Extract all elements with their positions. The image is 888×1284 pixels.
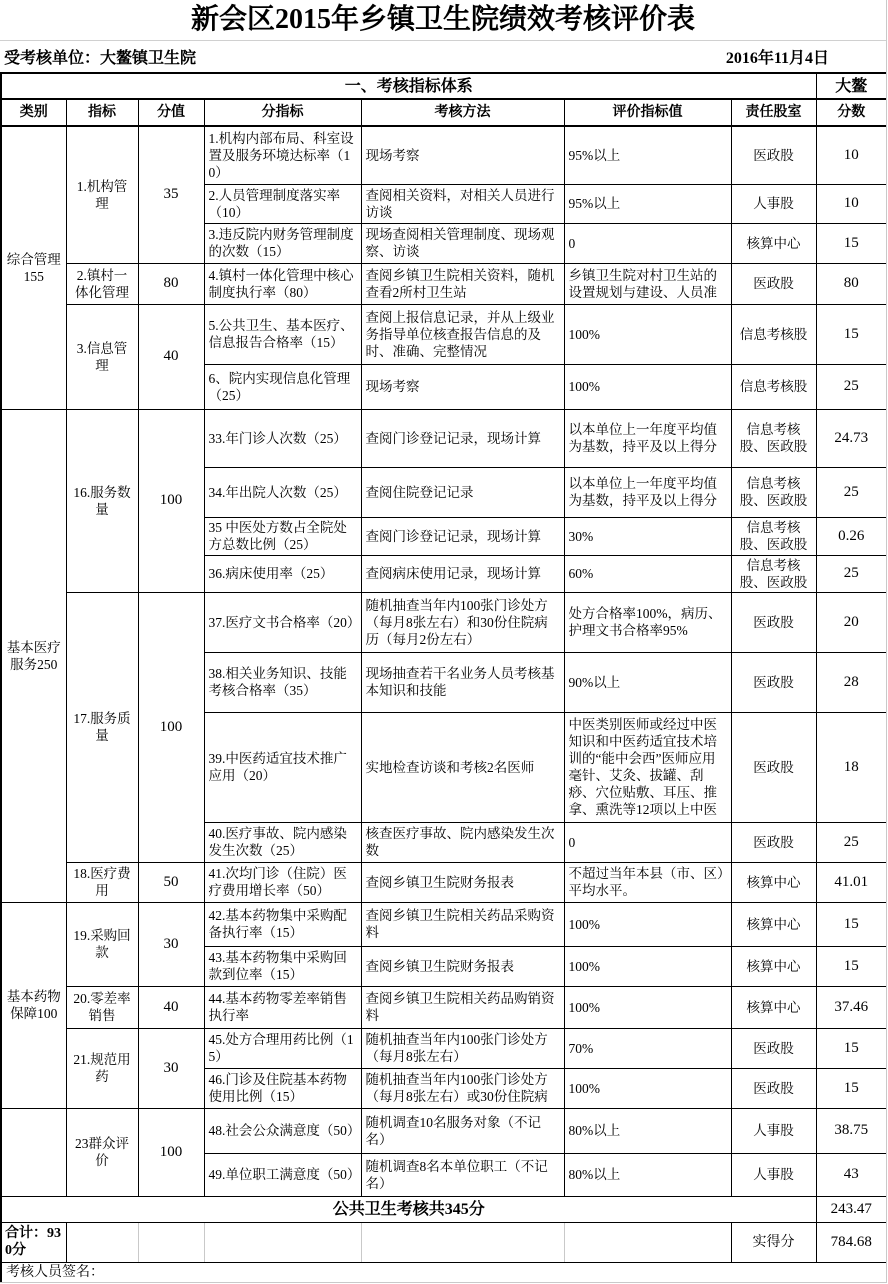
- method-cell: 查阅病床使用记录，现场计算: [361, 555, 564, 592]
- col-header-target: 评价指标值: [564, 99, 731, 126]
- method-cell: 查阅门诊登记记录，现场计算: [361, 409, 564, 467]
- method-cell: 查阅门诊登记记录，现场计算: [361, 517, 564, 555]
- target-value-cell: 以本单位上一年度平均值为基数，持平及以上得分: [564, 409, 731, 467]
- col-header-category: 类别: [1, 99, 66, 126]
- target-value-cell: 80%以上: [564, 1153, 731, 1196]
- col-header-method: 考核方法: [361, 99, 564, 126]
- score-cell: 20: [816, 592, 886, 652]
- indicator-cell: 17.服务质量: [66, 592, 138, 862]
- public-health-score: 243.47: [816, 1196, 886, 1222]
- indicator-cell: 20.零差率销售: [66, 986, 138, 1028]
- target-value-cell: 0: [564, 822, 731, 862]
- target-value-cell: 以本单位上一年度平均值为基数，持平及以上得分: [564, 467, 731, 517]
- total-row: [1, 1222, 886, 1262]
- department-cell: 医政股: [731, 822, 816, 862]
- sub-indicator-cell: 46.门诊及住院基本药物使用比例（15）: [204, 1068, 361, 1108]
- score-cell: 37.46: [816, 986, 886, 1028]
- table-row: [1, 1028, 886, 1068]
- score-cell: 28: [816, 652, 886, 712]
- department-cell: 人事股: [731, 1153, 816, 1196]
- indicator-cell: 21.规范用药: [66, 1028, 138, 1108]
- target-value-cell: 80%以上: [564, 1108, 731, 1153]
- indicator-score-cell: 30: [138, 1028, 204, 1108]
- total-label: 合计：930分: [1, 1222, 66, 1262]
- sub-indicator-cell: 34.年出院人次数（25）: [204, 467, 361, 517]
- method-cell: 现场查阅相关管理制度、现场观察、访谈: [361, 223, 564, 263]
- col-header-value: 分值: [138, 99, 204, 126]
- table-row: [1, 1108, 886, 1153]
- target-value-cell: 100%: [564, 902, 731, 946]
- table-row: [1, 409, 886, 467]
- sub-indicator-cell: 41.次均门诊（住院）医疗费用增长率（50）: [204, 862, 361, 902]
- method-cell: 查阅乡镇卫生院相关药品购销资料: [361, 986, 564, 1028]
- sub-indicator-cell: 5.公共卫生、基本医疗、信息报告合格率（15）: [204, 304, 361, 364]
- sub-indicator-cell: 37.医疗文书合格率（20）: [204, 592, 361, 652]
- empty-cell: [564, 1222, 731, 1262]
- sub-indicator-cell: 3.违反院内财务管理制度的次数（15）: [204, 223, 361, 263]
- target-value-cell: 中医类别医师或经过中医知识和中医药适宜技术培训的“能中会西”医师应用毫针、艾灸、拔罐、刮痧、穴位贴敷、耳压、推拿、熏洗等12项以上中医: [564, 712, 731, 822]
- sub-indicator-cell: 39.中医药适宜技术推广应用（20）: [204, 712, 361, 822]
- header-row: [1, 99, 886, 126]
- unit-short-cell: 大鳌: [816, 73, 886, 99]
- department-cell: 信息考核股、医政股: [731, 409, 816, 467]
- table-row: [1, 862, 886, 902]
- department-cell: 人事股: [731, 1108, 816, 1153]
- category-cell: 综合管理155: [1, 126, 66, 409]
- sub-indicator-cell: 33.年门诊人次数（25）: [204, 409, 361, 467]
- indicator-score-cell: 100: [138, 409, 204, 592]
- table-row: [1, 902, 886, 946]
- target-value-cell: 90%以上: [564, 652, 731, 712]
- score-cell: 15: [816, 223, 886, 263]
- department-cell: 医政股: [731, 1028, 816, 1068]
- method-cell: 查阅乡镇卫生院财务报表: [361, 946, 564, 986]
- sub-indicator-cell: 44.基本药物零差率销售执行率: [204, 986, 361, 1028]
- department-cell: 人事股: [731, 184, 816, 223]
- public-health-row: [1, 1196, 886, 1222]
- category-cell: 基本药物保障100: [1, 902, 66, 1108]
- indicator-cell: 19.采购回款: [66, 902, 138, 986]
- method-cell: 随机抽查当年内100张门诊处方（每月8张左右）和30份住院病历（每月2份左右）: [361, 592, 564, 652]
- method-cell: 查阅乡镇卫生院相关药品采购资料: [361, 902, 564, 946]
- indicator-score-cell: 100: [138, 1108, 204, 1196]
- target-value-cell: 100%: [564, 946, 731, 986]
- sub-indicator-cell: 38.相关业务知识、技能考核合格率（35）: [204, 652, 361, 712]
- department-cell: 信息考核股: [731, 304, 816, 364]
- department-cell: 医政股: [731, 126, 816, 184]
- method-cell: 查阅上报信息记录，并从上级业务指导单位核查报告信息的及时、准确、完整情况: [361, 304, 564, 364]
- score-cell: 43: [816, 1153, 886, 1196]
- empty-cell: [204, 1222, 361, 1262]
- method-cell: 查阅住院登记记录: [361, 467, 564, 517]
- sub-indicator-cell: 36.病床使用率（25）: [204, 555, 361, 592]
- method-cell: 随机调查8名本单位职工（不记名）: [361, 1153, 564, 1196]
- score-cell: 15: [816, 902, 886, 946]
- target-value-cell: 不超过当年本县（市、区）平均水平。: [564, 862, 731, 902]
- table-row: [1, 592, 886, 652]
- sub-indicator-cell: 1.机构内部布局、科室设置及服务环境达标率（10）: [204, 126, 361, 184]
- score-cell: 18: [816, 712, 886, 822]
- target-value-cell: 0: [564, 223, 731, 263]
- indicator-cell: 3.信息管理: [66, 304, 138, 409]
- indicator-score-cell: 30: [138, 902, 204, 986]
- indicator-score-cell: 80: [138, 263, 204, 304]
- sub-indicator-cell: 43.基本药物集中采购回款到位率（15）: [204, 946, 361, 986]
- score-cell: 25: [816, 822, 886, 862]
- indicator-score-cell: 35: [138, 126, 204, 263]
- method-cell: 现场考察: [361, 126, 564, 184]
- target-value-cell: 100%: [564, 304, 731, 364]
- method-cell: 查阅乡镇卫生院财务报表: [361, 862, 564, 902]
- table-row: [1, 263, 886, 304]
- target-value-cell: 100%: [564, 364, 731, 409]
- target-value-cell: 95%以上: [564, 184, 731, 223]
- indicator-cell: 18.医疗费用: [66, 862, 138, 902]
- department-cell: 医政股: [731, 263, 816, 304]
- table-row: [1, 304, 886, 364]
- method-cell: 现场抽查若干名业务人员考核基本知识和技能: [361, 652, 564, 712]
- sub-indicator-cell: 49.单位职工满意度（50）: [204, 1153, 361, 1196]
- target-value-cell: 70%: [564, 1028, 731, 1068]
- empty-cell: [66, 1222, 138, 1262]
- banner-row: [1, 73, 886, 99]
- score-cell: 10: [816, 184, 886, 223]
- score-cell: 25: [816, 555, 886, 592]
- score-cell: 25: [816, 364, 886, 409]
- assessment-date: 2016年11月4日: [725, 50, 829, 67]
- target-value-cell: 乡镇卫生院对村卫生站的设置规划与建设、人员准: [564, 263, 731, 304]
- section-banner-title: 一、考核指标体系: [1, 73, 816, 99]
- method-cell: 随机抽查当年内100张门诊处方（每月8张左右）: [361, 1028, 564, 1068]
- score-cell: 80: [816, 263, 886, 304]
- score-cell: 15: [816, 304, 886, 364]
- sub-indicator-cell: 4.镇村一体化管理中核心制度执行率（80）: [204, 263, 361, 304]
- target-value-cell: 处方合格率100%，病历、护理文书合格率95%: [564, 592, 731, 652]
- indicator-score-cell: 40: [138, 986, 204, 1028]
- page-title: 新会区2015年乡镇卫生院绩效考核评价表: [0, 0, 886, 41]
- score-cell: 41.01: [816, 862, 886, 902]
- method-cell: 核查医疗事故、院内感染发生次数: [361, 822, 564, 862]
- score-cell: 15: [816, 946, 886, 986]
- department-cell: 医政股: [731, 1068, 816, 1108]
- department-cell: 信息考核股: [731, 364, 816, 409]
- sub-indicator-cell: 42.基本药物集中采购配备执行率（15）: [204, 902, 361, 946]
- signature-row: [1, 1262, 886, 1282]
- department-cell: 医政股: [731, 592, 816, 652]
- empty-cell: [138, 1222, 204, 1262]
- department-cell: 核算中心: [731, 946, 816, 986]
- score-cell: 38.75: [816, 1108, 886, 1153]
- indicator-score-cell: 50: [138, 862, 204, 902]
- department-cell: 核算中心: [731, 986, 816, 1028]
- target-value-cell: 60%: [564, 555, 731, 592]
- category-cell: [1, 1108, 66, 1196]
- department-cell: 核算中心: [731, 223, 816, 263]
- department-cell: 信息考核股、医政股: [731, 555, 816, 592]
- department-cell: 医政股: [731, 652, 816, 712]
- department-cell: 核算中心: [731, 902, 816, 946]
- indicator-score-cell: 100: [138, 592, 204, 862]
- department-cell: 医政股: [731, 712, 816, 822]
- assessed-unit-label: 受考核单位：大鳌镇卫生院: [4, 50, 197, 67]
- method-cell: 随机抽查当年内100张门诊处方（每月8张左右）或30份住院病: [361, 1068, 564, 1108]
- indicator-cell: 2.镇村一体化管理: [66, 263, 138, 304]
- public-health-label: 公共卫生考核共345分: [1, 1196, 816, 1222]
- table-row: [1, 126, 886, 184]
- indicator-score-cell: 40: [138, 304, 204, 409]
- indicator-cell: 16.服务数量: [66, 409, 138, 592]
- method-cell: 随机调查10名服务对象（不记名）: [361, 1108, 564, 1153]
- sub-indicator-cell: 40.医疗事故、院内感染发生次数（25）: [204, 822, 361, 862]
- score-cell: 25: [816, 467, 886, 517]
- method-cell: 现场考察: [361, 364, 564, 409]
- signature-label: 考核人员签名：: [1, 1262, 886, 1282]
- col-header-score: 分数: [816, 99, 886, 126]
- method-cell: 实地检查访谈和考核2名医师: [361, 712, 564, 822]
- score-cell: 0.26: [816, 517, 886, 555]
- actual-score-label: 实得分: [731, 1222, 816, 1262]
- actual-score-value: 784.68: [816, 1222, 886, 1262]
- method-cell: 查阅乡镇卫生院相关资料，随机查看2所村卫生站: [361, 263, 564, 304]
- score-cell: 10: [816, 126, 886, 184]
- sub-indicator-cell: 35 中医处方数占全院处方总数比例（25）: [204, 517, 361, 555]
- col-header-indicator: 指标: [66, 99, 138, 126]
- department-cell: 核算中心: [731, 862, 816, 902]
- sub-indicator-cell: 2.人员管理制度落实率（10）: [204, 184, 361, 223]
- score-cell: 15: [816, 1068, 886, 1108]
- department-cell: 信息考核股、医政股: [731, 517, 816, 555]
- category-cell: 基本医疗服务250: [1, 409, 66, 902]
- sub-indicator-cell: 45.处方合理用药比例（15）: [204, 1028, 361, 1068]
- score-cell: 15: [816, 1028, 886, 1068]
- score-cell: 24.73: [816, 409, 886, 467]
- evaluation-table: [0, 72, 886, 1282]
- meta-row: [0, 41, 886, 72]
- indicator-cell: 1.机构管理: [66, 126, 138, 263]
- sub-indicator-cell: 6、院内实现信息化管理（25）: [204, 364, 361, 409]
- col-header-department: 责任股室: [731, 99, 816, 126]
- method-cell: 查阅相关资料，对相关人员进行访谈: [361, 184, 564, 223]
- empty-cell: [361, 1222, 564, 1262]
- department-cell: 信息考核股、医政股: [731, 467, 816, 517]
- target-value-cell: 30%: [564, 517, 731, 555]
- target-value-cell: 95%以上: [564, 126, 731, 184]
- table-row: [1, 986, 886, 1028]
- indicator-cell: 23群众评价: [66, 1108, 138, 1196]
- target-value-cell: 100%: [564, 1068, 731, 1108]
- col-header-sub-indicator: 分指标: [204, 99, 361, 126]
- sub-indicator-cell: 48.社会公众满意度（50）: [204, 1108, 361, 1153]
- target-value-cell: 100%: [564, 986, 731, 1028]
